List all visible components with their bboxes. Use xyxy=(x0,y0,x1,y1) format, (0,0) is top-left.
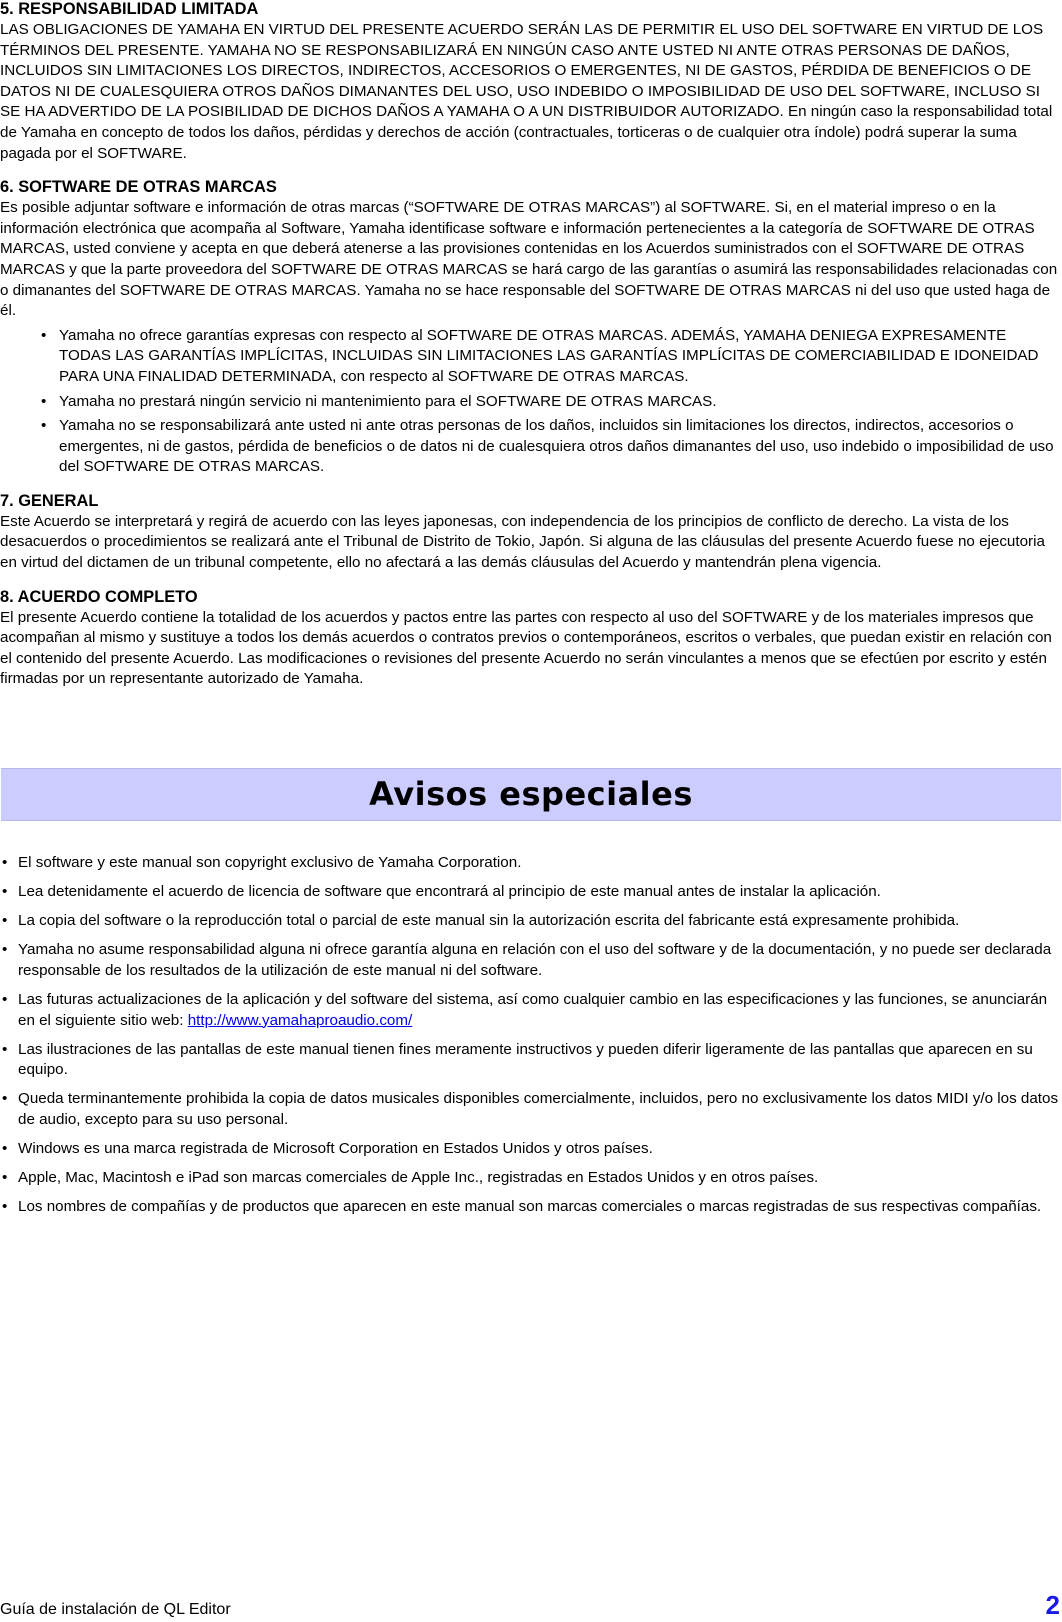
section-heading: 5. RESPONSABILIDAD LIMITADA xyxy=(0,0,259,18)
notice-item: • Windows es una marca registrada de Microsoft Corporation en Estados Unidos y otros países. xyxy=(0,1139,1062,1160)
section-limited-liability xyxy=(0,0,1058,164)
notice-item: • El software y este manual son copyright exclusivo de Yamaha Corporation. xyxy=(0,853,1062,874)
special-notices-banner xyxy=(1,768,1061,821)
notices-list xyxy=(0,853,1062,1226)
notice-item: • Los nombres de compañías y de productos que aparecen en este manual son marcas comerciales o marcas registradas de sus respectivas compañías. xyxy=(0,1197,1062,1218)
section-paragraph: Este Acuerdo se interpretará y regirá de acuerdo con las leyes japonesas, con independencia de los principios de conflicto de derecho. La vista de los desacuerdos o procedimientos se realizará ante el Tribunal de Distrito de Tokio, Japón. Si alguna de las cláusulas del presente Acuerdo fuese no ejecutoria en virtud del dictamen de un tribunal competente, ello no afectará a las demás cláusulas del Acuerdo y mantendrán plena vigencia. xyxy=(0,512,1045,572)
bullet-item: • Yamaha no ofrece garantías expresas con respecto al SOFTWARE DE OTRAS MARCAS. ADEMÁS, YAMAHA DENIEGA EXPRESAMENTE TODAS LAS GARANTÍAS IMPLÍCITAS, INCLUIDAS SIN LIMITACIONES LAS GARANTÍAS IMPLÍCITAS DE COMERCIABILIDAD E IDONEIDAD PARA UNA FINALIDAD DETERMINADA, con respecto al SOFTWARE DE OTRAS MARCAS. xyxy=(0,326,1058,388)
notice-text: Las futuras actualizaciones de la aplicación y del software del sistema, así como cualquier cambio en las especificaciones y las funciones, se anunciarán en el siguiente sitio web: xyxy=(18,990,1048,1029)
section-heading: 7. GENERAL xyxy=(0,491,99,510)
bullet-item: • Yamaha no prestará ningún servicio ni mantenimiento para el SOFTWARE DE OTRAS MARCAS. xyxy=(0,392,1058,413)
website-link[interactable]: http://www.yamahaproaudio.com/ xyxy=(187,1011,413,1029)
notice-item: • Yamaha no asume responsabilidad alguna ni ofrece garantía alguna en relación con el uso del software y de la documentación, y no puede ser declarada responsable de los resultados de la utilización de este manual ni del software. xyxy=(0,940,1062,981)
notice-item: • Las ilustraciones de las pantallas de este manual tienen fines meramente instructivos y pueden diferir ligeramente de las pantallas que aparecen en su equipo. xyxy=(0,1040,1062,1081)
section-third-party-software xyxy=(0,176,1058,478)
section-heading: 8. ACUERDO COMPLETO xyxy=(0,587,198,606)
bullet-item: • Yamaha no se responsabilizará ante usted ni ante otras personas de los daños, incluidos sin limitaciones los directos, indirectos, accesorios o emergentes, ni de gastos, pérdida de beneficios o de datos ni de cualesquiera otros daños dimanantes del uso, uso indebido o imposibilidad de uso del SOFTWARE DE OTRAS MARCAS. xyxy=(0,416,1058,478)
banner-title: Avisos especiales xyxy=(369,775,693,814)
page-number: 2 xyxy=(1045,1590,1060,1620)
section-paragraph: LAS OBLIGACIONES DE YAMAHA EN VIRTUD DEL PRESENTE ACUERDO SERÁN LAS DE PERMITIR EL USO DEL SOFTWARE EN VIRTUD DE LOS TÉRMINOS DEL PRESENTE. YAMAHA NO SE RESPONSABILIZARÁ EN NINGÚN CASO ANTE USTED NI ANTE OTRAS PERSONAS DE DAÑOS, INCLUIDOS SIN LIMITACIONES LOS DIRECTOS, INDIRECTOS, ACCESORIOS O EMERGENTES, NI DE GASTOS, PÉRDIDA DE BENEFICIOS O DE DATOS NI DE CUALESQUIERA OTROS DAÑOS DIMANANTES DEL USO, USO INDEBIDO O IMPOSIBILIDAD DE USO DEL SOFTWARE, INCLUSO SI SE HA ADVERTIDO DE LA POSIBILIDAD DE DICHOS DAÑOS A YAMAHA O A UN DISTRIBUIDOR AUTORIZADO. En ningún caso la responsabilidad total de Yamaha en concepto de todos los daños, pérdidas y derechos de acción (contractuales, torticeras o de cualquier otra índole) podrá superar la suma pagada por el SOFTWARE. xyxy=(0,21,1053,162)
section-heading: 6. SOFTWARE DE OTRAS MARCAS xyxy=(0,178,277,197)
notice-item xyxy=(0,990,1062,1031)
license-sections xyxy=(0,0,1058,702)
notice-item: • Apple, Mac, Macintosh e iPad son marcas comerciales de Apple Inc., registradas en Estados Unidos y en otros países. xyxy=(0,1168,1062,1189)
notice-item: • La copia del software o la reproducción total o parcial de este manual sin la autorización escrita del fabricante está expresamente prohibida. xyxy=(0,911,1062,932)
section-paragraph: El presente Acuerdo contiene la totalidad de los acuerdos y pactos entre las partes con respecto al uso del SOFTWARE y de los materiales impresos que acompañan al mismo y sustituye a todos los demás acuerdos o contratos previos o contemporáneos, escritos o verbales, que puedan existir en relación con el contenido del presente Acuerdo. Las modificaciones o revisiones del presente Acuerdo no serán vinculantes a menos que se efectúen por escrito y estén firmadas por un representante autorizado de Yamaha. xyxy=(0,608,1052,688)
notice-item: • Lea detenidamente el acuerdo de licencia de software que encontrará al principio de este manual antes de instalar la aplicación. xyxy=(0,882,1062,903)
bullet-list xyxy=(0,326,1058,478)
section-general xyxy=(0,490,1058,574)
footer-document-title: Guía de instalación de QL Editor xyxy=(0,1601,231,1618)
section-paragraph: Es posible adjuntar software e información de otras marcas (“SOFTWARE DE OTRAS MARCAS”) al SOFTWARE. Si, en el material impreso o en la información electrónica que acompaña al Software, Yamaha identificase software e información pertenecientes a la categoría de SOFTWARE DE OTRAS MARCAS, usted conviene y acepta en que deberá atenerse a las provisiones contenidas en los Acuerdos suministrados con el SOFTWARE DE OTRAS MARCAS y que la parte proveedora del SOFTWARE DE OTRAS MARCAS se hará cargo de las garantías o asumirá las responsabilidades relacionadas con o dimanantes del SOFTWARE DE OTRAS MARCAS. Yamaha no se hace responsable del SOFTWARE DE OTRAS MARCAS ni del uso que usted haga de él. xyxy=(0,199,1058,320)
section-entire-agreement xyxy=(0,586,1058,690)
notice-item: • Queda terminantemente prohibida la copia de datos musicales disponibles comercialmente, incluidos, pero no exclusivamente los datos MIDI y/o los datos de audio, excepto para su uso personal. xyxy=(0,1089,1062,1130)
